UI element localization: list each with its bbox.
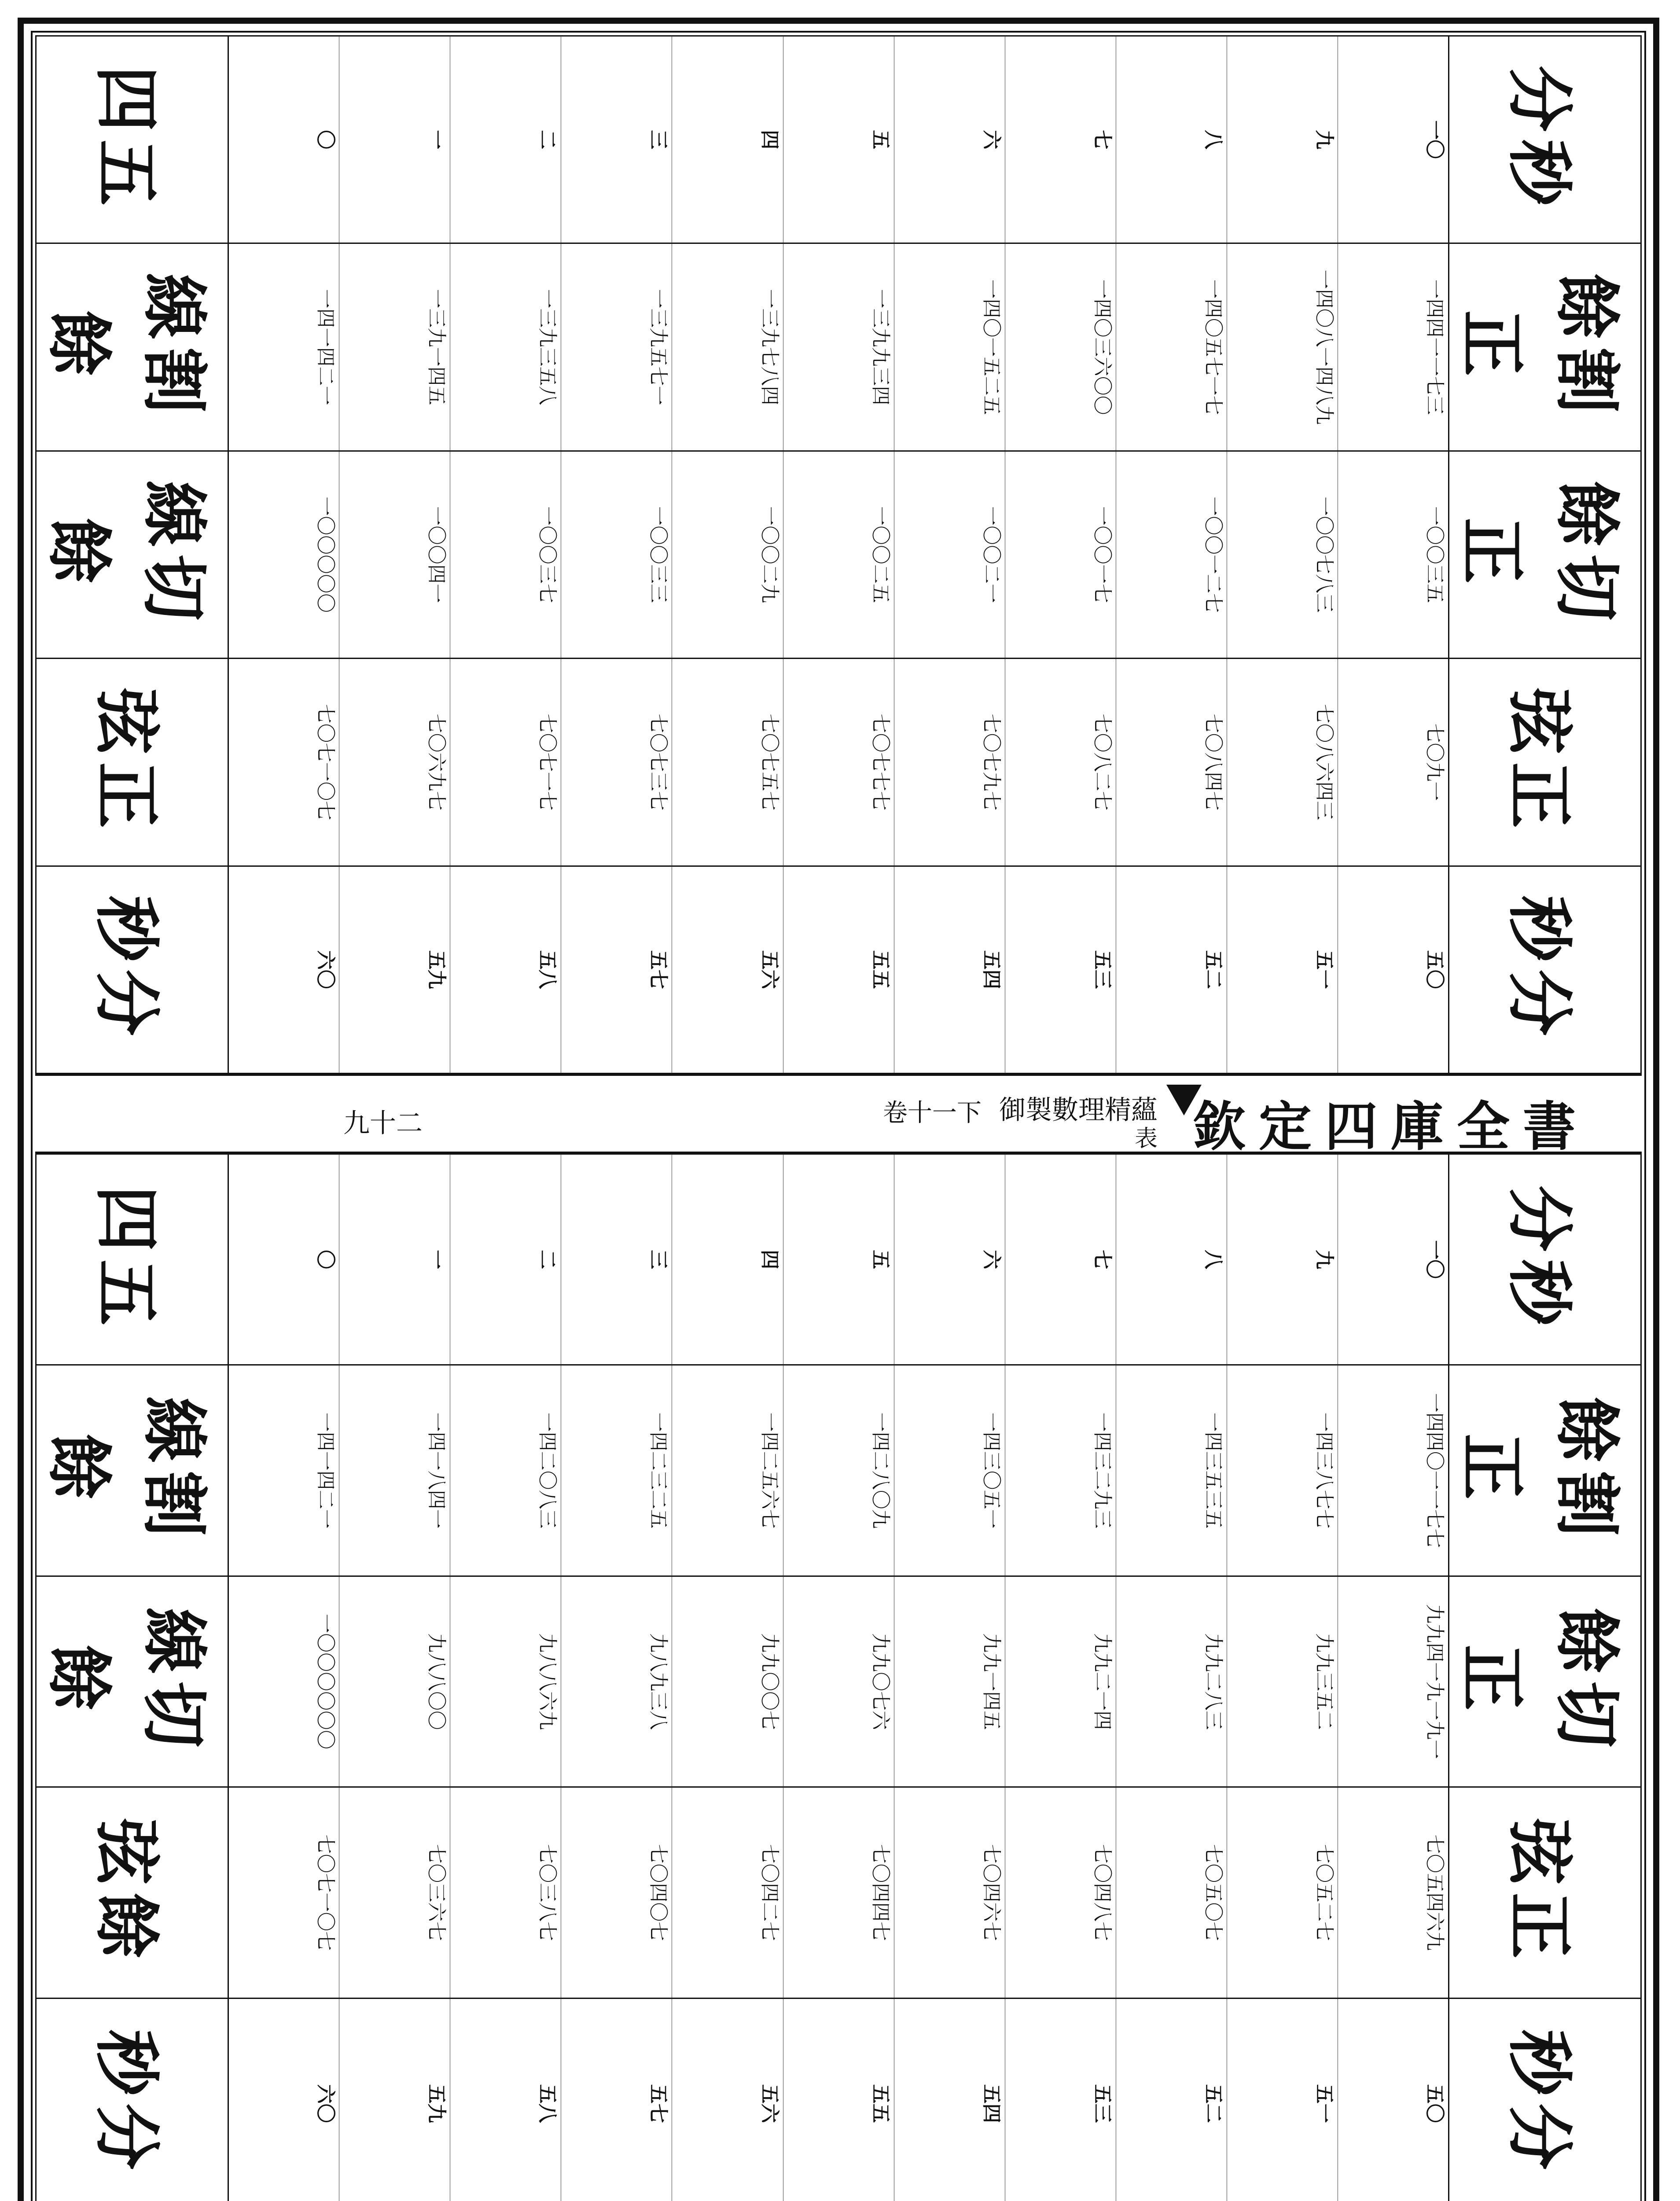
cotangent-cell: 九八八六九 — [450, 1576, 561, 1787]
col-header-secmin: 秒分 — [1449, 1998, 1641, 2201]
table-row — [450, 36, 561, 1074]
table-row — [1338, 36, 1448, 1074]
minute-cell: 五 — [783, 1154, 894, 1365]
cotangent-cell: 九九〇七六 — [783, 1576, 894, 1787]
minute-cell: 五 — [783, 36, 894, 243]
right-second-cell: 五二 — [1116, 866, 1227, 1073]
col-header-cosecant: 餘割正 — [1449, 1365, 1641, 1576]
right-second-cell: 五六 — [672, 1998, 783, 2201]
minute-cell: 二 — [450, 1154, 561, 1365]
cotangent-cell: 一〇〇三七 — [450, 451, 561, 658]
col-footer-sine: 弦正 — [36, 659, 228, 866]
col-footer-degree: 四五 — [36, 1154, 228, 1365]
fishtail-mark — [1166, 1085, 1202, 1115]
sine-cell: 七〇八六四三 — [1227, 659, 1338, 866]
minute-cell: 九 — [1227, 1154, 1338, 1365]
col-header-minsec: 分秒 — [1449, 36, 1641, 243]
top-table-rotated — [35, 35, 1642, 1074]
cotangent-cell: 九九二八三 — [1116, 1576, 1227, 1787]
minute-cell: 七 — [1005, 36, 1116, 243]
table-row — [339, 36, 450, 1074]
col-footer-cotangent: 線切餘 — [36, 1576, 228, 1787]
col-footer-cosecant: 線割餘 — [36, 1365, 228, 1576]
cosecant-cell: 一四四一一七三 — [1338, 243, 1448, 451]
col-footer-cosecant: 線割餘 — [36, 243, 228, 451]
table-row — [1338, 1154, 1448, 2201]
table-row — [1005, 36, 1116, 1074]
sine-cell: 七〇七一〇七 — [228, 1787, 339, 1998]
cotangent-cell: 一〇〇一二七 — [1116, 451, 1227, 658]
cosecant-cell: 一四一四二一 — [228, 1365, 339, 1576]
right-second-cell: 五四 — [894, 866, 1005, 1073]
sine-cell: 七〇四四七 — [783, 1787, 894, 1998]
book-title: 欽定四庫全書 — [1193, 1096, 1589, 1158]
sine-cell: 七〇九一 — [1338, 659, 1448, 866]
right-second-cell: 五七 — [561, 1998, 672, 2201]
table-row — [783, 1154, 894, 2201]
cotangent-cell: 一〇〇二一 — [894, 451, 1005, 658]
sine-cell: 七〇四〇七 — [561, 1787, 672, 1998]
col-footer-degree: 四五 — [36, 36, 228, 243]
cosecant-cell: 一四三五三五 — [1116, 1365, 1227, 1576]
book-source: 御製數理精蘊 — [999, 1095, 1158, 1126]
right-second-cell: 五四 — [894, 1998, 1005, 2201]
table-row — [1227, 1154, 1338, 2201]
cotangent-cell: 九八八〇〇 — [339, 1576, 450, 1787]
cotangent-cell: 一〇〇七八三 — [1227, 451, 1338, 658]
table-body — [228, 36, 1449, 1074]
cotangent-cell: 九九一四五 — [894, 1576, 1005, 1787]
cotangent-cell: 一〇〇二九 — [672, 451, 783, 658]
cosecant-cell: 一四二五六七 — [672, 1365, 783, 1576]
table-row — [1116, 1154, 1227, 2201]
col-footer-cotangent: 線切餘 — [36, 451, 228, 658]
minute-cell: 一〇 — [1338, 36, 1448, 243]
sine-cell: 七〇四八七 — [1005, 1787, 1116, 1998]
minute-cell: 六 — [894, 1154, 1005, 1365]
cosecant-cell: 一四四〇一一七七 — [1338, 1365, 1448, 1576]
minute-cell: 七 — [1005, 1154, 1116, 1365]
sine-cell: 七〇七九七 — [894, 659, 1005, 866]
table-row — [894, 36, 1005, 1074]
cotangent-cell: 九九三五二 — [1227, 1576, 1338, 1787]
bottom-table-rotated — [35, 1153, 1642, 2201]
bottom-table-region — [35, 1153, 1642, 2201]
cosecant-cell: 一四三二九三 — [1005, 1365, 1116, 1576]
table-row — [672, 36, 783, 1074]
table-row — [1005, 1154, 1116, 2201]
col-footer-secmin: 秒分 — [36, 1998, 228, 2201]
sine-cell: 七〇七五七 — [672, 659, 783, 866]
right-second-cell: 五五 — [783, 1998, 894, 2201]
minute-cell: 一〇 — [1338, 1154, 1448, 1365]
cotangent-cell: 一〇〇二五 — [783, 451, 894, 658]
table-row — [894, 1154, 1005, 2201]
col-header-secmin: 秒分 — [1449, 866, 1641, 1073]
minute-cell: 八 — [1116, 36, 1227, 243]
col-footer-secmin: 秒分 — [36, 866, 228, 1073]
sine-cell: 七〇五四六九 — [1338, 1787, 1448, 1998]
cotangent-cell: 一〇〇一七 — [1005, 451, 1116, 658]
cosecant-cell: 一四二〇八三 — [450, 1365, 561, 1576]
sine-cell: 七〇四六七 — [894, 1787, 1005, 1998]
cosecant-cell: 一四三八七七 — [1227, 1365, 1338, 1576]
top-table-region — [35, 35, 1642, 1074]
cosecant-cell: 一四三〇五一 — [894, 1365, 1005, 1576]
cotangent-cell: 一〇〇四一 — [339, 451, 450, 658]
leaf-number: 九十二 — [343, 1108, 423, 1139]
table-row — [1227, 36, 1338, 1074]
sine-cell: 七〇七三七 — [561, 659, 672, 866]
cosecant-cell: 一三九七八四 — [672, 243, 783, 451]
right-second-cell: 五〇 — [1338, 1998, 1448, 2201]
minute-cell: 〇 — [228, 36, 339, 243]
col-header-cotangent: 餘切正 — [1449, 1576, 1641, 1787]
center-banner — [35, 1074, 1642, 1158]
minute-cell: 四 — [672, 1154, 783, 1365]
right-second-cell: 五二 — [1116, 1998, 1227, 2201]
sine-cell: 七〇八四七 — [1116, 659, 1227, 866]
sine-cell: 七〇六九七 — [339, 659, 450, 866]
sine-cell: 七〇八二七 — [1005, 659, 1116, 866]
table-row — [561, 36, 672, 1074]
table-row — [339, 1154, 450, 2201]
trig-table-bottom — [35, 1153, 1642, 2201]
sine-cell: 七〇三六七 — [339, 1787, 450, 1998]
right-second-cell: 六〇 — [228, 866, 339, 1073]
cotangent-cell: 一〇〇〇〇〇 — [228, 451, 339, 658]
sine-cell: 七〇四二七 — [672, 1787, 783, 1998]
right-second-cell: 五九 — [339, 1998, 450, 2201]
sine-cell: 七〇五〇七 — [1116, 1787, 1227, 1998]
right-second-cell: 五六 — [672, 866, 783, 1073]
col-header-sine: 弦正 — [1449, 659, 1641, 866]
col-header-sine: 弦正 — [1449, 1787, 1641, 1998]
col-header-cosecant: 餘割正 — [1449, 243, 1641, 451]
minute-cell: 一 — [339, 36, 450, 243]
right-second-cell: 五七 — [561, 866, 672, 1073]
right-second-cell: 五一 — [1227, 866, 1338, 1073]
cosecant-cell: 一三九一四五 — [339, 243, 450, 451]
cosecant-cell: 一四〇一五二五 — [894, 243, 1005, 451]
cosecant-cell: 一四一四二一 — [228, 243, 339, 451]
right-second-cell: 五〇 — [1338, 866, 1448, 1073]
minute-cell: 四 — [672, 36, 783, 243]
cotangent-cell: 九九二一四 — [1005, 1576, 1116, 1787]
trig-table-top — [35, 35, 1642, 1074]
right-second-cell: 五三 — [1005, 1998, 1116, 2201]
right-second-cell: 五九 — [339, 866, 450, 1073]
table-row — [228, 36, 339, 1074]
cosecant-cell: 一四二三二五 — [561, 1365, 672, 1576]
cotangent-cell: 九九四一九一九一 — [1338, 1576, 1448, 1787]
sine-cell: 七〇七七七 — [783, 659, 894, 866]
cosecant-cell: 一三九九三四 — [783, 243, 894, 451]
cotangent-cell: 九八九三八 — [561, 1576, 672, 1787]
minute-cell: 一 — [339, 1154, 450, 1365]
right-second-cell: 五三 — [1005, 866, 1116, 1073]
sine-cell: 七〇三八七 — [450, 1787, 561, 1998]
right-second-cell: 五八 — [450, 1998, 561, 2201]
cosecant-cell: 一四〇八一四八九 — [1227, 243, 1338, 451]
cosecant-cell: 一四〇三六〇〇 — [1005, 243, 1116, 451]
cotangent-cell: 九九〇〇七 — [672, 1576, 783, 1787]
right-second-cell: 五八 — [450, 866, 561, 1073]
cosecant-cell: 一三九五七一 — [561, 243, 672, 451]
minute-cell: 三 — [561, 1154, 672, 1365]
col-header-minsec: 分秒 — [1449, 1154, 1641, 1365]
cotangent-cell: 一〇〇〇〇〇〇 — [228, 1576, 339, 1787]
right-second-cell: 五五 — [783, 866, 894, 1073]
table-row — [450, 1154, 561, 2201]
sine-cell: 七〇七一七 — [450, 659, 561, 866]
table-row — [228, 1154, 339, 2201]
table-footer-row — [36, 1154, 228, 2201]
col-footer-sine: 弦餘 — [36, 1787, 228, 1998]
cosecant-cell: 一四二八〇九 — [783, 1365, 894, 1576]
cosecant-cell: 一三九三五八 — [450, 243, 561, 451]
col-header-cotangent: 餘切正 — [1449, 451, 1641, 658]
minute-cell: 八 — [1116, 1154, 1227, 1365]
cotangent-cell: 一〇〇三五 — [1338, 451, 1448, 658]
cosecant-cell: 一四一八四一 — [339, 1365, 450, 1576]
sine-cell: 七〇五二七 — [1227, 1787, 1338, 1998]
minute-cell: 六 — [894, 36, 1005, 243]
cosecant-cell: 一四〇五七一七 — [1116, 243, 1227, 451]
table-header-row — [1449, 36, 1641, 1074]
book-subtitle: 表 — [1134, 1126, 1158, 1152]
table-body — [228, 1154, 1449, 2201]
right-second-cell: 五一 — [1227, 1998, 1338, 2201]
right-second-cell: 六〇 — [228, 1998, 339, 2201]
table-row — [783, 36, 894, 1074]
table-header-row — [1449, 1154, 1641, 2201]
volume-label: 卷十一下 — [883, 1099, 982, 1127]
minute-cell: 二 — [450, 36, 561, 243]
minute-cell: 九 — [1227, 36, 1338, 243]
minute-cell: 三 — [561, 36, 672, 243]
table-row — [561, 1154, 672, 2201]
minute-cell: 〇 — [228, 1154, 339, 1365]
table-row — [1116, 36, 1227, 1074]
table-row — [672, 1154, 783, 2201]
sine-cell: 七〇七一〇七 — [228, 659, 339, 866]
table-footer-row — [36, 36, 228, 1074]
cotangent-cell: 一〇〇三三 — [561, 451, 672, 658]
